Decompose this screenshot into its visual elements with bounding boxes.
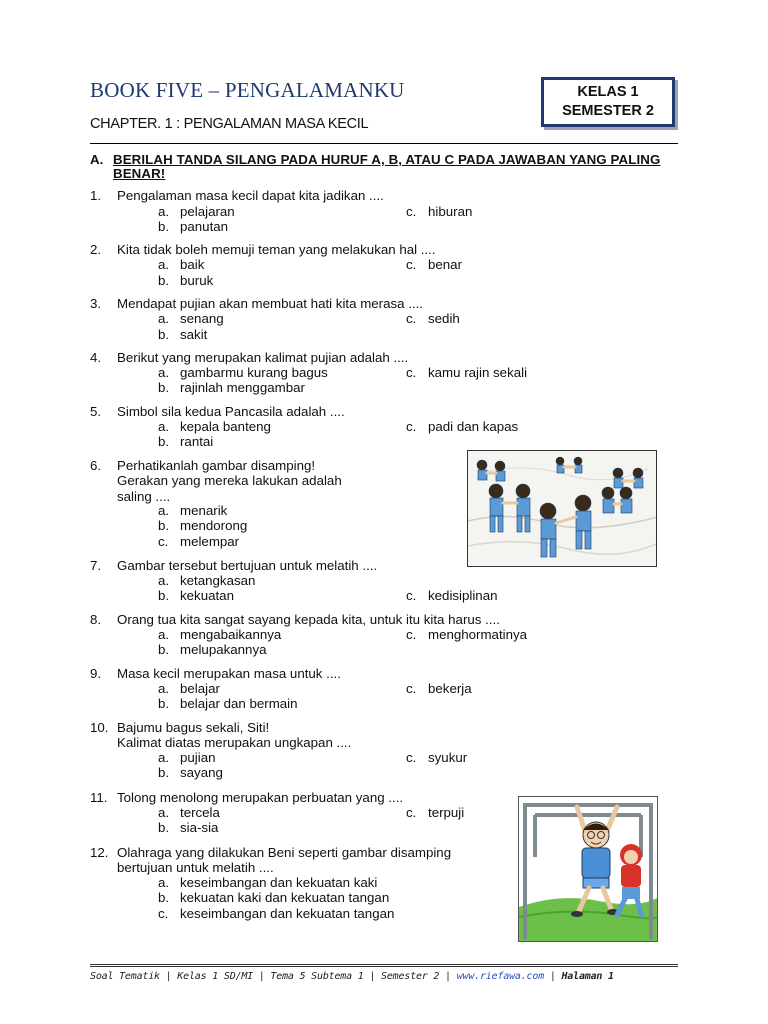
question-number: 6. (90, 458, 102, 473)
option-letter: a. (158, 419, 170, 434)
question-text: Tolong menolong merupakan perbuatan yang .... (117, 790, 404, 805)
footer-page-number: Halaman 1 (561, 971, 614, 982)
option-2b[interactable] (158, 273, 213, 288)
option-3a[interactable] (158, 311, 224, 326)
option-11c[interactable] (406, 805, 464, 820)
option-letter: c. (158, 906, 169, 921)
question-number: 2. (90, 242, 102, 257)
question-text: Simbol sila kedua Pancasila adalah .... (117, 404, 345, 419)
option-text: kedisiplinan (428, 588, 498, 603)
option-text: padi dan kapas (428, 419, 519, 434)
question-text: saling .... (117, 488, 171, 504)
option-letter: b. (158, 434, 170, 449)
question-text: Masa kecil merupakan masa untuk .... (117, 666, 341, 681)
option-text: syukur (428, 750, 468, 765)
kelas-label: KELAS 1 (577, 84, 639, 100)
section-letter: A. (90, 152, 104, 167)
option-letter: c. (406, 419, 417, 434)
page-footer (90, 971, 680, 982)
option-letter: b. (158, 642, 170, 657)
option-letter: b. (158, 890, 170, 905)
option-text: terpuji (428, 805, 465, 820)
option-letter: a. (158, 311, 170, 326)
option-text: keseimbangan dan kekuatan kaki (180, 875, 378, 890)
option-letter: c. (406, 681, 417, 696)
option-12c[interactable] (158, 906, 394, 921)
option-text: hiburan (428, 204, 473, 219)
option-text: belajar (180, 681, 220, 696)
question-number: 1. (90, 188, 102, 203)
option-9c[interactable] (406, 681, 472, 696)
option-8b[interactable] (158, 642, 267, 657)
option-4b[interactable] (158, 380, 305, 395)
option-6b[interactable] (158, 518, 247, 533)
children-pushing-illustration (467, 450, 657, 567)
option-letter: b. (158, 696, 170, 711)
option-7b[interactable] (158, 588, 234, 603)
option-text: panutan (180, 219, 229, 234)
option-letter: a. (158, 627, 170, 642)
option-text: sakit (180, 327, 208, 342)
option-text: bekerja (428, 681, 472, 696)
question-text: Orang tua kita sangat sayang kepada kita, untuk itu kita harus .... (117, 612, 500, 627)
option-text: menghormatinya (428, 627, 528, 642)
question-number: 11. (90, 790, 108, 805)
question-text: Bajumu bagus sekali, Siti! (117, 720, 270, 735)
option-12a[interactable] (158, 875, 377, 890)
option-letter: b. (158, 518, 170, 533)
question-number: 12. (90, 845, 109, 860)
option-text: kekuatan (180, 588, 234, 603)
option-text: senang (180, 311, 224, 326)
option-text: melempar (180, 534, 240, 549)
option-text: rajinlah menggambar (180, 380, 305, 395)
question-number: 8. (90, 612, 102, 627)
option-letter: a. (158, 365, 170, 380)
option-3c[interactable] (406, 311, 460, 326)
option-6c[interactable] (158, 534, 239, 549)
question-number: 9. (90, 666, 102, 681)
option-text: buruk (180, 273, 214, 288)
option-9a[interactable] (158, 681, 220, 696)
option-letter: c. (406, 204, 417, 219)
option-letter: b. (158, 380, 170, 395)
option-text: kepala banteng (180, 419, 271, 434)
option-1b[interactable] (158, 219, 228, 234)
question-text: Mendapat pujian akan membuat hati kita merasa .... (117, 296, 423, 311)
footer-divider (90, 964, 678, 967)
option-letter: b. (158, 273, 170, 288)
option-letter: c. (158, 534, 169, 549)
monkey-bars-image (519, 797, 658, 942)
header-divider (90, 143, 678, 144)
option-text: rantai (180, 434, 214, 449)
option-10b[interactable] (158, 765, 223, 780)
option-text: pelajaran (180, 204, 235, 219)
option-2a[interactable] (158, 257, 204, 272)
option-letter: a. (158, 750, 170, 765)
option-1a[interactable] (158, 204, 235, 219)
section-instruction-text: BERILAH TANDA SILANG PADA HURUF A, B, ATAU C PADA JAWABAN YANG PALING BENAR! (113, 152, 661, 181)
question-text: Kalimat diatas merupakan ungkapan .... (117, 735, 352, 751)
option-6a[interactable] (158, 503, 227, 518)
option-2c[interactable] (406, 257, 462, 272)
chapter-title: CHAPTER. 1 : PENGALAMAN MASA KECIL (90, 116, 369, 132)
option-7a[interactable] (158, 573, 255, 588)
option-3b[interactable] (158, 327, 207, 342)
option-11a[interactable] (158, 805, 220, 820)
option-text: belajar dan bermain (180, 696, 298, 711)
option-letter: c. (406, 750, 417, 765)
option-letter: a. (158, 257, 170, 272)
option-10a[interactable] (158, 750, 216, 765)
question-text: Kita tidak boleh memuji teman yang melakukan hal .... (117, 242, 436, 257)
children-pushing-image (468, 451, 657, 567)
option-text: kamu rajin sekali (428, 365, 528, 380)
option-letter: b. (158, 588, 170, 603)
option-text: kekuatan kaki dan kekuatan tangan (180, 890, 390, 905)
option-text: ketangkasan (180, 573, 256, 588)
option-text: gambarmu kurang bagus (180, 365, 328, 380)
question-number: 10. (90, 720, 109, 735)
option-text: keseimbangan dan kekuatan tangan (180, 906, 395, 921)
option-text: sayang (180, 765, 223, 780)
option-text: melupakannya (180, 642, 267, 657)
option-letter: c. (406, 365, 417, 380)
option-9b[interactable] (158, 696, 298, 711)
option-10c[interactable] (406, 750, 467, 765)
option-text: mendorong (180, 518, 248, 533)
option-letter: c. (406, 257, 417, 272)
footer-separator: | (544, 971, 562, 982)
option-5a[interactable] (158, 419, 271, 434)
question-text: bertujuan untuk melatih .... (117, 860, 274, 876)
semester-label: SEMESTER 2 (562, 103, 654, 119)
question-number: 3. (90, 296, 102, 311)
option-text: sedih (428, 311, 460, 326)
option-letter: a. (158, 805, 170, 820)
option-letter: b. (158, 327, 170, 342)
option-8c[interactable] (406, 627, 527, 642)
question-text: Berikut yang merupakan kalimat pujian adalah .... (117, 350, 409, 365)
option-text: tercela (180, 805, 220, 820)
option-4c[interactable] (406, 365, 527, 380)
footer-text: Soal Tematik | Kelas 1 SD/MI | Tema 5 Subtema 1 | Semester 2 | (90, 971, 457, 982)
question-text: Gerakan yang mereka lakukan adalah (117, 473, 342, 489)
option-letter: c. (406, 588, 417, 603)
option-letter: a. (158, 681, 170, 696)
question-text: Olahraga yang dilakukan Beni seperti gambar disamping (117, 845, 452, 860)
option-letter: c. (406, 805, 417, 820)
option-1c[interactable] (406, 204, 472, 219)
option-letter: c. (406, 627, 417, 642)
option-text: mengabaikannya (180, 627, 282, 642)
option-text: menarik (180, 503, 228, 518)
option-text: sia-sia (180, 820, 219, 835)
kelas-badge (541, 77, 675, 127)
question-text: Perhatikanlah gambar disamping! (117, 458, 316, 473)
option-letter: c. (406, 311, 417, 326)
option-12b[interactable] (158, 890, 389, 905)
question-text: Pengalaman masa kecil dapat kita jadikan .... (117, 188, 384, 203)
option-letter: a. (158, 875, 170, 890)
option-5b[interactable] (158, 434, 213, 449)
option-letter: a. (158, 573, 170, 588)
book-title: BOOK FIVE – PENGALAMANKU (90, 78, 405, 102)
option-5c[interactable] (406, 419, 518, 434)
option-7c[interactable] (406, 588, 497, 603)
option-letter: b. (158, 820, 170, 835)
option-letter: b. (158, 219, 170, 234)
question-number: 5. (90, 404, 102, 419)
question-number: 4. (90, 350, 102, 365)
option-letter: a. (158, 204, 170, 219)
question-text: Gambar tersebut bertujuan untuk melatih .... (117, 558, 378, 573)
question-number: 7. (90, 558, 102, 573)
option-4a[interactable] (158, 365, 328, 380)
option-11b[interactable] (158, 820, 218, 835)
option-text: pujian (180, 750, 216, 765)
option-letter: a. (158, 503, 170, 518)
monkey-bars-illustration (518, 796, 658, 942)
footer-link[interactable]: www.riefawa.com (456, 971, 545, 982)
option-text: benar (428, 257, 463, 272)
option-letter: b. (158, 765, 170, 780)
option-text: baik (180, 257, 205, 272)
option-8a[interactable] (158, 627, 281, 642)
